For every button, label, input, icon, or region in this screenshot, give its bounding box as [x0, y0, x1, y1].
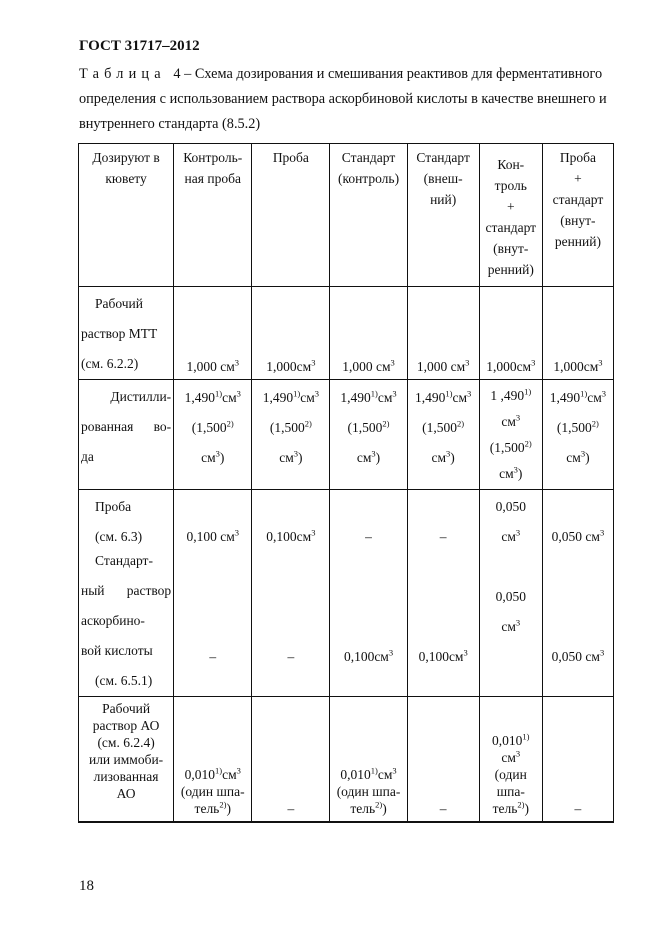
water-control-sample: $1,490^{1)}см^3$ (1,500$^{2)}$ $см^3$) — [174, 380, 252, 490]
ao-standard-external: – — [407, 697, 479, 822]
mtt-sample: $1,000см^3$ — [252, 287, 330, 380]
caption-lead: Таблица — [79, 66, 166, 82]
col-header-sample-plus-standard: Проба + стандарт (внут- ренний) — [542, 144, 613, 287]
mtt-control-sample: 1,000 $см^3$ — [174, 287, 252, 380]
col-header-cuvette: Дозируют в кювету — [79, 144, 174, 287]
sample-ascorbic-sample: $0,100см^3$ – — [252, 490, 330, 697]
page-number: 18 — [79, 878, 94, 894]
mtt-control-plus-standard: $1,000см^3$ — [479, 287, 542, 380]
row-label-ao: Рабочий раствор АО (см. 6.2.4) или иммоби- лизованная АО — [79, 697, 174, 822]
dosing-table — [78, 143, 614, 823]
ao-control-plus-standard: 0,010$^{1)}$ $см^3$ (один шпа- тель$^{2)}$) — [479, 697, 542, 822]
row-label-sample-ascorbic: Проба (см. 6.3) Стандарт- ный раствор аскорбино- вой кислоты (см. 6.5.1) — [79, 490, 174, 697]
col-header-sample: Проба — [252, 144, 330, 287]
table-row-ao — [79, 697, 614, 822]
mtt-sample-plus-standard: $1,000см^3$ — [542, 287, 613, 380]
mtt-standard-external: 1,000 $см^3$ — [407, 287, 479, 380]
ao-control-sample: $0,010^{1)}см^3$ (один шпа- тель$^{2)}$) — [174, 697, 252, 822]
document-standard-header: ГОСТ 31717–2012 — [79, 38, 200, 54]
water-standard-external: $1,490^{1)}см^3$ (1,500$^{2)}$ $см^3$) — [407, 380, 479, 490]
sample-ascorbic-control-plus-standard: 0,050 $см^3$ 0,050 $см^3$ — [479, 490, 542, 697]
row-label-water: Дистилли- рованная во- да — [79, 380, 174, 490]
table-header-row — [79, 144, 614, 287]
water-sample-plus-standard: $1,490^{1)}см^3$ (1,500$^{2)}$ $см^3$) — [542, 380, 613, 490]
col-header-standard-control: Стандарт (контроль) — [330, 144, 407, 287]
caption-text: 4 – Схема дозирования и смешивания реактивов для ферментативного определения с использованием раствора аскорбиновой кислоты в качестве внешнего и внутреннего стандарта (8.5.2) — [79, 66, 607, 132]
table-caption — [79, 62, 619, 137]
water-standard-control: $1,490^{1)}см^3$ (1,500$^{2)}$ $см^3$) — [330, 380, 407, 490]
table-row-mtt — [79, 287, 614, 380]
water-sample: $1,490^{1)}см^3$ (1,500$^{2)}$ $см^3$) — [252, 380, 330, 490]
sample-ascorbic-standard-control: – $0,100см^3$ — [330, 490, 407, 697]
col-header-control-plus-standard: Кон- троль + стандарт (внут- ренний) — [479, 144, 542, 287]
sample-ascorbic-sample-plus-standard: 0,050 $см^3$ 0,050 $см^3$ — [542, 490, 613, 697]
ao-sample: – — [252, 697, 330, 822]
ao-standard-control: $0,010^{1)}см^3$ (один шпа- тель$^{2)}$) — [330, 697, 407, 822]
table-row-sample-ascorbic — [79, 490, 614, 697]
row-label-mtt: Рабочий раствор МТТ (см. 6.2.2) — [79, 287, 174, 380]
water-control-plus-standard: 1 ,490$^{1)}$ $см^3$ (1,500$^{2)}$ $см^3$) — [479, 380, 542, 490]
col-header-control-sample: Контроль- ная проба — [174, 144, 252, 287]
sample-ascorbic-standard-external: – $0,100см^3$ — [407, 490, 479, 697]
mtt-standard-control: 1,000 $см^3$ — [330, 287, 407, 380]
col-header-standard-external: Стандарт (внеш- ний) — [407, 144, 479, 287]
ao-sample-plus-standard: – — [542, 697, 613, 822]
table-row-water — [79, 380, 614, 490]
sample-ascorbic-control-sample: 0,100 $см^3$ – — [174, 490, 252, 697]
